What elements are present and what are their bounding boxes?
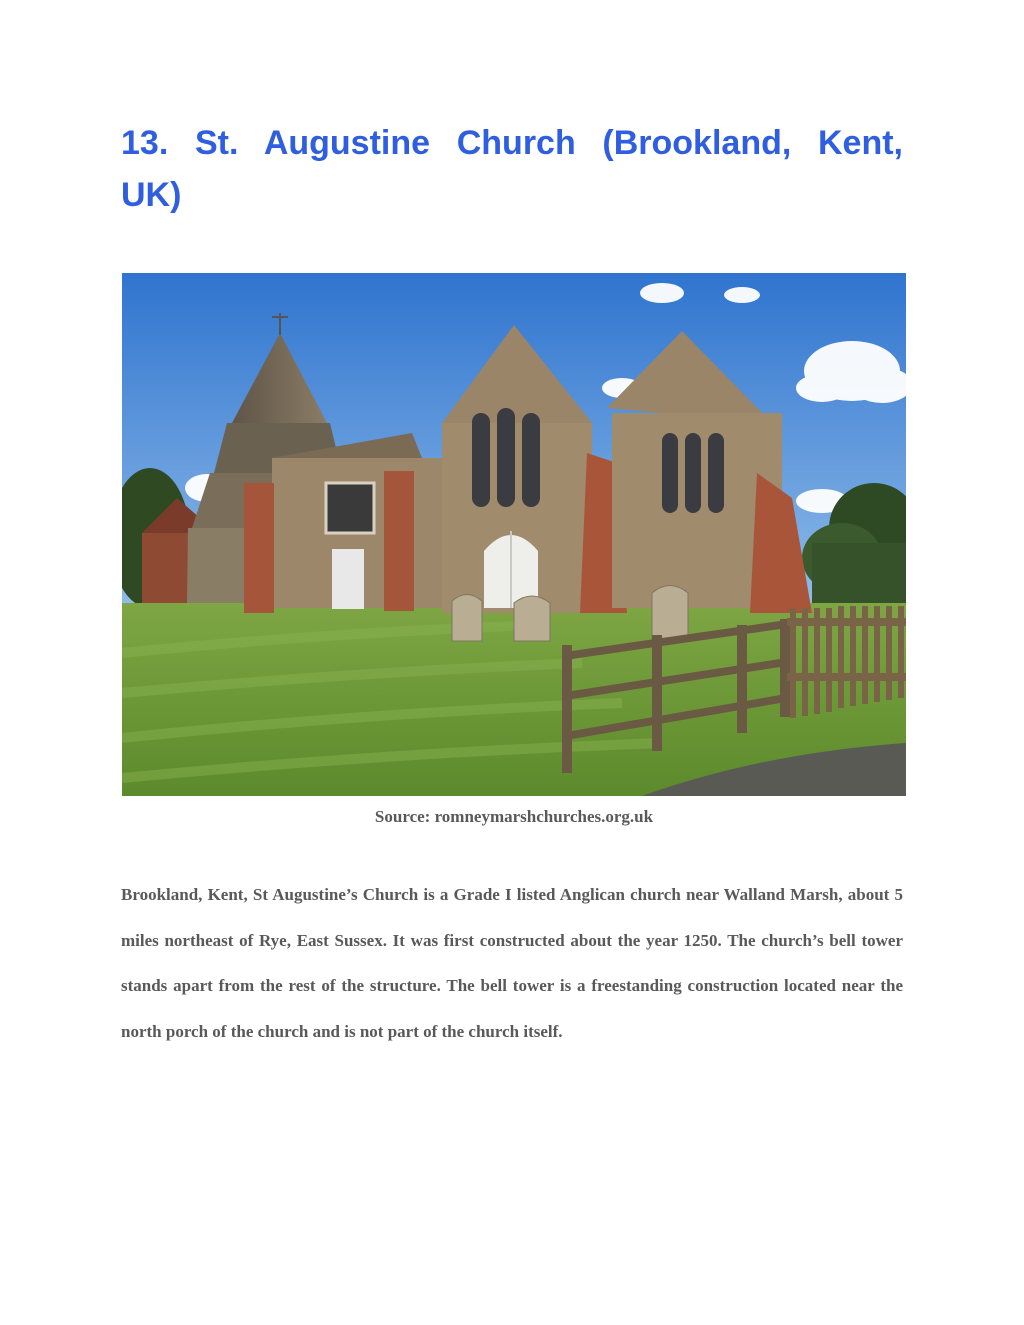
church-wing xyxy=(244,433,442,613)
article-heading: 13. St. Augustine Church (Brookland, Kent, UK) xyxy=(121,124,903,214)
article-paragraph: Brookland, Kent, St Augustine’s Church is a Grade I listed Anglican church near Walland Marsh, about 5 miles northeast of Rye, East Sussex. It was first constructed about the year 1250. The church’s bell tower stands apart from the rest of the structure. The bell tower is a freestanding construction located near the north porch of the church and is not part of the church itself. xyxy=(121,885,903,1041)
photo-caption: Source: romneymarshchurches.org.uk xyxy=(374,807,654,826)
church-photo xyxy=(122,273,906,796)
